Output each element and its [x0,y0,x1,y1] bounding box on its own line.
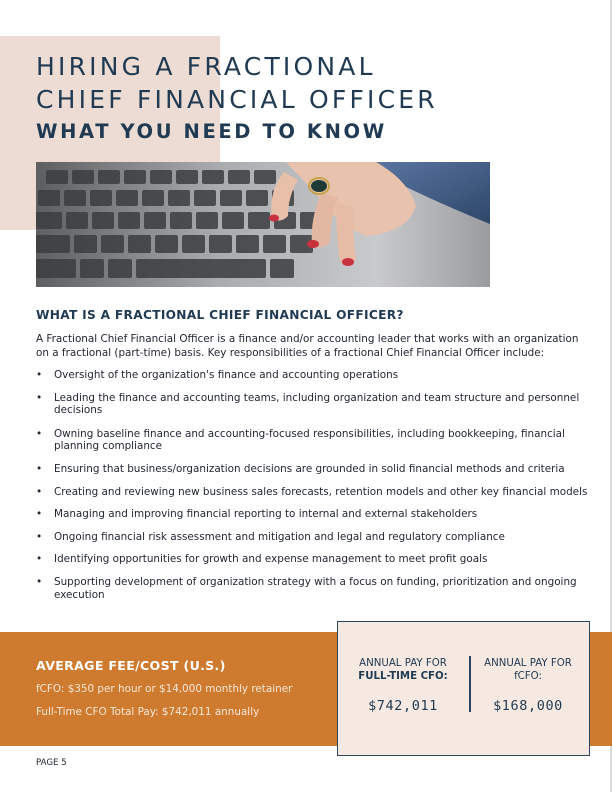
list-item [36,392,592,417]
bullet-icon: • [36,462,43,475]
list-item-text: Leading the finance and accounting teams, including organization and team structure and personnel decisions [54,391,580,417]
section-heading: WHAT IS A FRACTIONAL CHIEF FINANCIAL OFFICER? [36,308,404,322]
page-title [36,50,438,147]
pay-comparison-box [337,621,590,756]
list-item-text: Oversight of the organization's finance and accounting operations [54,369,399,381]
page-number: PAGE 5 [36,758,67,768]
pay-fractional-column [469,657,587,714]
pay-fulltime-amount: $742,011 [368,698,438,714]
fee-title: AVERAGE FEE/COST (U.S.) [36,658,226,673]
pay-fractional-label-bottom: fCFO: [514,671,542,682]
title-line-2: CHIEF FINANCIAL OFFICER [36,85,438,114]
list-item [36,531,592,544]
pay-fractional-amount: $168,000 [493,698,563,714]
fee-fcfo-rate: fCFO: $350 per hour or $14,000 monthly retainer [36,683,293,695]
pay-fractional-label-top: ANNUAL PAY FOR [484,658,572,669]
laptop-hands-illustration [36,162,490,287]
responsibilities-list [36,369,592,601]
list-item-text: Creating and reviewing new business sales forecasts, retention models and other key financial models [54,485,588,498]
list-item-text: Ensuring that business/organization decisions are grounded in solid financial methods and criteria [54,462,565,475]
pay-fulltime-label-top: ANNUAL PAY FOR [359,658,447,669]
list-item-text: Supporting development of organization strategy with a focus on funding, prioritization and ongoing execution [54,575,577,601]
list-item [36,508,592,521]
pay-fulltime-column [344,657,462,714]
list-item [36,486,592,499]
list-item-text: Ongoing financial risk assessment and mitigation and legal and regulatory compliance [54,530,505,543]
bullet-icon: • [36,485,43,498]
pay-fractional-label [469,657,587,683]
list-item-text: Owning baseline finance and accounting-focused responsibilities, including bookkeeping, financial planning compliance [54,427,565,453]
list-item-text: Managing and improving financial reporting to internal and external stakeholders [54,508,478,521]
list-item [36,463,592,476]
list-item-text: Identifying opportunities for growth and expense management to meet profit goals [54,553,488,566]
bullet-icon: • [36,369,43,381]
bullet-icon: • [36,427,43,440]
list-item [36,553,592,566]
pay-fulltime-label-bold: FULL-TIME CFO: [358,671,448,682]
bullet-icon: • [36,575,43,588]
fee-fulltime-pay: Full-Time CFO Total Pay: $742,011 annually [36,706,260,718]
list-item [36,428,592,453]
bullet-icon: • [36,553,43,566]
title-subtitle: WHAT YOU NEED TO KNOW [36,120,387,143]
title-line-1: HIRING A FRACTIONAL [36,52,376,81]
hero-image-laptop-typing [36,162,490,287]
list-item [36,369,592,382]
bullet-icon: • [36,508,43,521]
bullet-icon: • [36,391,43,404]
bullet-icon: • [36,530,43,543]
list-item [36,576,592,601]
pay-fulltime-label [344,657,462,683]
intro-paragraph: A Fractional Chief Financial Officer is a finance and/or accounting leader that works with an organization on a fractional (part-time) basis. Key responsibilities of a fractional Chief Financial Officer include: [36,333,579,359]
